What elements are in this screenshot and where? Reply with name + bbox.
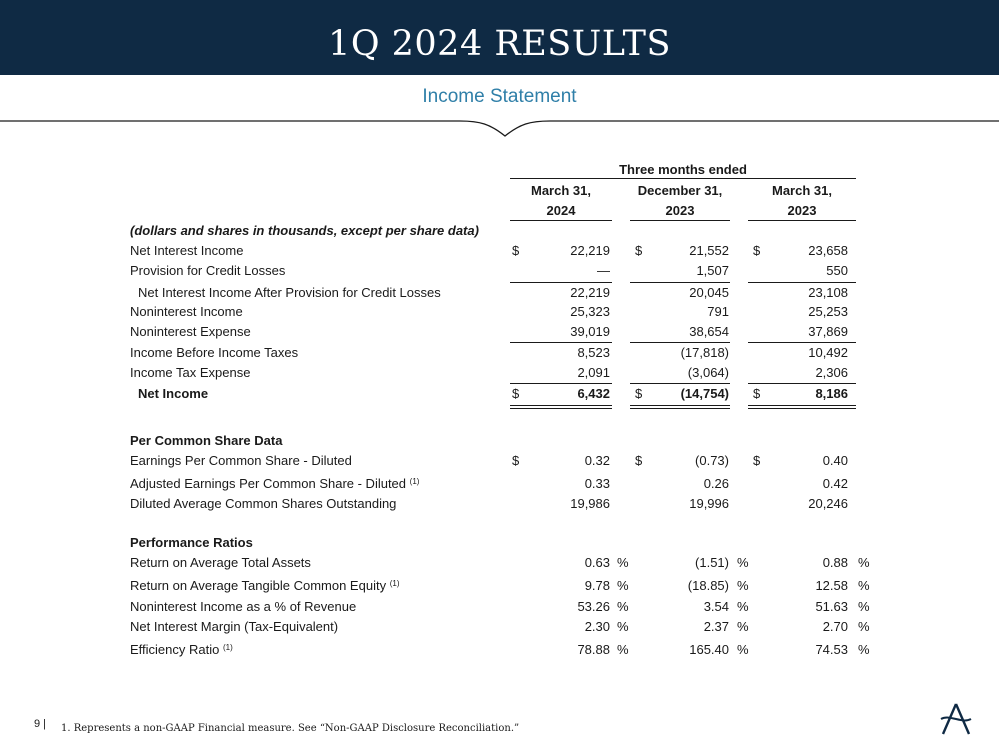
cell-value: 8,186 [815, 386, 848, 401]
cell-value: 53.26 [577, 599, 610, 614]
total-double-rule [510, 405, 612, 406]
row-label: Income Before Income Taxes [130, 345, 299, 360]
cell-value: 78.88 [577, 642, 610, 657]
cell-value: (14,754) [680, 386, 729, 401]
section-title-ratios [0, 533, 999, 553]
currency-symbol: $ [635, 243, 643, 258]
subtotal-rule [748, 383, 856, 384]
currency-symbol: $ [753, 243, 761, 258]
table-row [0, 451, 999, 471]
cell-value: 38,654 [689, 324, 729, 339]
row-label: Noninterest Income as a % of Revenue [130, 599, 357, 614]
cell-value: 3.54 [703, 599, 729, 614]
subtotal-rule [630, 383, 730, 384]
row-label: Return on Average Total Assets [130, 555, 311, 570]
cell-value: 51.63 [815, 599, 848, 614]
subtotal-rule [630, 282, 730, 283]
divider-swoosh-icon [0, 112, 999, 142]
cell-value: 12.58 [815, 578, 848, 593]
percent-symbol: % [737, 555, 749, 570]
column-header-year: 2023 [787, 203, 817, 218]
table-row [0, 302, 999, 322]
cell-value: 2,091 [577, 365, 610, 380]
section-title: Performance Ratios [130, 535, 253, 550]
cell-value: 791 [707, 304, 729, 319]
row-label: Net Interest Margin (Tax-Equivalent) [130, 619, 339, 634]
cell-value: (1.51) [695, 555, 729, 570]
table-row [0, 283, 999, 303]
currency-symbol: $ [753, 453, 761, 468]
total-double-rule [748, 408, 856, 409]
cell-value: 19,986 [570, 496, 610, 511]
subtotal-rule [748, 342, 856, 343]
subtotal-rule [510, 383, 612, 384]
unit-note-label: (dollars and shares in thousands, except per share data) [130, 223, 479, 238]
page-number: 9 | [34, 718, 47, 730]
percent-symbol: % [858, 642, 870, 657]
cell-value: (0.73) [695, 453, 729, 468]
table-row [0, 640, 999, 660]
table-row [0, 384, 999, 404]
total-double-rule [630, 408, 730, 409]
currency-symbol: $ [512, 453, 520, 468]
total-double-rule [630, 405, 730, 406]
cell-value: 22,219 [570, 285, 610, 300]
cell-value: 39,019 [570, 324, 610, 339]
cell-value: 0.40 [822, 453, 848, 468]
percent-symbol: % [617, 642, 629, 657]
subtotal-rule [630, 342, 730, 343]
footnote-marker: (1) [389, 579, 400, 588]
cell-value: 0.88 [822, 555, 848, 570]
cell-value: 23,108 [808, 285, 848, 300]
cell-value: 10,492 [808, 345, 848, 360]
cell-value: 0.33 [584, 476, 610, 491]
table-row [0, 343, 999, 363]
cell-value: 2.70 [822, 619, 848, 634]
row-label: Income Tax Expense [130, 365, 251, 380]
column-header-date: March 31, [772, 183, 832, 198]
percent-symbol: % [617, 578, 629, 593]
percent-symbol: % [737, 619, 749, 634]
currency-symbol: $ [753, 386, 761, 401]
cell-value: 21,552 [689, 243, 729, 258]
cell-value: 0.42 [822, 476, 848, 491]
cell-value: (17,818) [680, 345, 729, 360]
row-label: Net Interest Income [130, 243, 244, 258]
cell-value: 25,253 [808, 304, 848, 319]
cell-value: (3,064) [687, 365, 729, 380]
table-row [0, 597, 999, 617]
table-row [0, 363, 999, 383]
table-row [0, 553, 999, 573]
cell-value: 0.26 [703, 476, 729, 491]
title-banner [0, 0, 999, 75]
table-row [0, 261, 999, 281]
row-label: Earnings Per Common Share - Diluted [130, 453, 352, 468]
footnote: 1. Represents a non-GAAP Financial measure. See “Non-GAAP Disclosure Reconciliation.” [61, 723, 520, 734]
subtotal-rule [748, 282, 856, 283]
percent-symbol: % [737, 578, 749, 593]
percent-symbol: % [617, 599, 629, 614]
unit-note [0, 221, 999, 241]
company-logo-icon [938, 702, 974, 736]
cell-value: 0.32 [584, 453, 610, 468]
cell-value: 6,432 [577, 386, 610, 401]
row-label: Net Income [138, 386, 209, 401]
percent-symbol: % [858, 599, 870, 614]
page-title: 1Q 2024 RESULTS [328, 24, 671, 64]
cell-value: 0.63 [584, 555, 610, 570]
percent-symbol: % [858, 555, 870, 570]
table-row [0, 474, 999, 494]
row-label: Efficiency Ratio $^{(1)}$ [130, 642, 233, 657]
table-row [0, 322, 999, 342]
footnote-marker: (1) [409, 477, 420, 486]
cell-value: 165.40 [689, 642, 729, 657]
subtotal-rule [510, 342, 612, 343]
total-double-rule [748, 405, 856, 406]
footnote-marker: (1) [222, 643, 233, 652]
column-header-year: 2023 [665, 203, 695, 218]
row-label: Net Interest Income After Provision for Credit Losses [138, 285, 441, 300]
row-label: Noninterest Expense [130, 324, 251, 339]
cell-value: 19,996 [689, 496, 729, 511]
cell-value: — [597, 263, 610, 278]
total-double-rule [510, 408, 612, 409]
cell-value: 25,323 [570, 304, 610, 319]
cell-value: 23,658 [808, 243, 848, 258]
cell-value: 1,507 [696, 263, 729, 278]
row-label: Adjusted Earnings Per Common Share - Diluted $^{(1)}$ [130, 476, 420, 491]
column-header-year: 2024 [546, 203, 576, 218]
currency-symbol: $ [512, 243, 520, 258]
subtotal-rule [510, 282, 612, 283]
cell-value: 37,869 [808, 324, 848, 339]
cell-value: 2.30 [584, 619, 610, 634]
currency-symbol: $ [635, 453, 643, 468]
row-label: Diluted Average Common Shares Outstanding [130, 496, 397, 511]
section-title-per-share [0, 431, 999, 451]
cell-value: 9.78 [584, 578, 610, 593]
percent-symbol: % [858, 578, 870, 593]
cell-value: 22,219 [570, 243, 610, 258]
row-label: Noninterest Income [130, 304, 243, 319]
section-title: Per Common Share Data [130, 433, 283, 448]
cell-value: (18.85) [687, 578, 729, 593]
column-header-date: December 31, [637, 183, 723, 198]
currency-symbol: $ [512, 386, 520, 401]
cell-value: 20,045 [689, 285, 729, 300]
table-row [0, 617, 999, 637]
cell-value: 20,246 [808, 496, 848, 511]
cell-value: 550 [826, 263, 848, 278]
column-group-header: Three months ended [619, 162, 747, 177]
cell-value: 2.37 [703, 619, 729, 634]
row-label: Provision for Credit Losses [130, 263, 286, 278]
percent-symbol: % [737, 599, 749, 614]
column-header-date: March 31, [531, 183, 591, 198]
table-row [0, 494, 999, 514]
percent-symbol: % [617, 555, 629, 570]
row-label: Return on Average Tangible Common Equity $^{(1)}$ [130, 578, 400, 593]
cell-value: 74.53 [815, 642, 848, 657]
percent-symbol: % [858, 619, 870, 634]
currency-symbol: $ [635, 386, 643, 401]
header-rule [510, 178, 856, 179]
percent-symbol: % [617, 619, 629, 634]
percent-symbol: % [737, 642, 749, 657]
cell-value: 2,306 [815, 365, 848, 380]
table-row [0, 576, 999, 596]
page-subtitle: Income Statement [422, 86, 577, 107]
table-row [0, 241, 999, 261]
cell-value: 8,523 [577, 345, 610, 360]
